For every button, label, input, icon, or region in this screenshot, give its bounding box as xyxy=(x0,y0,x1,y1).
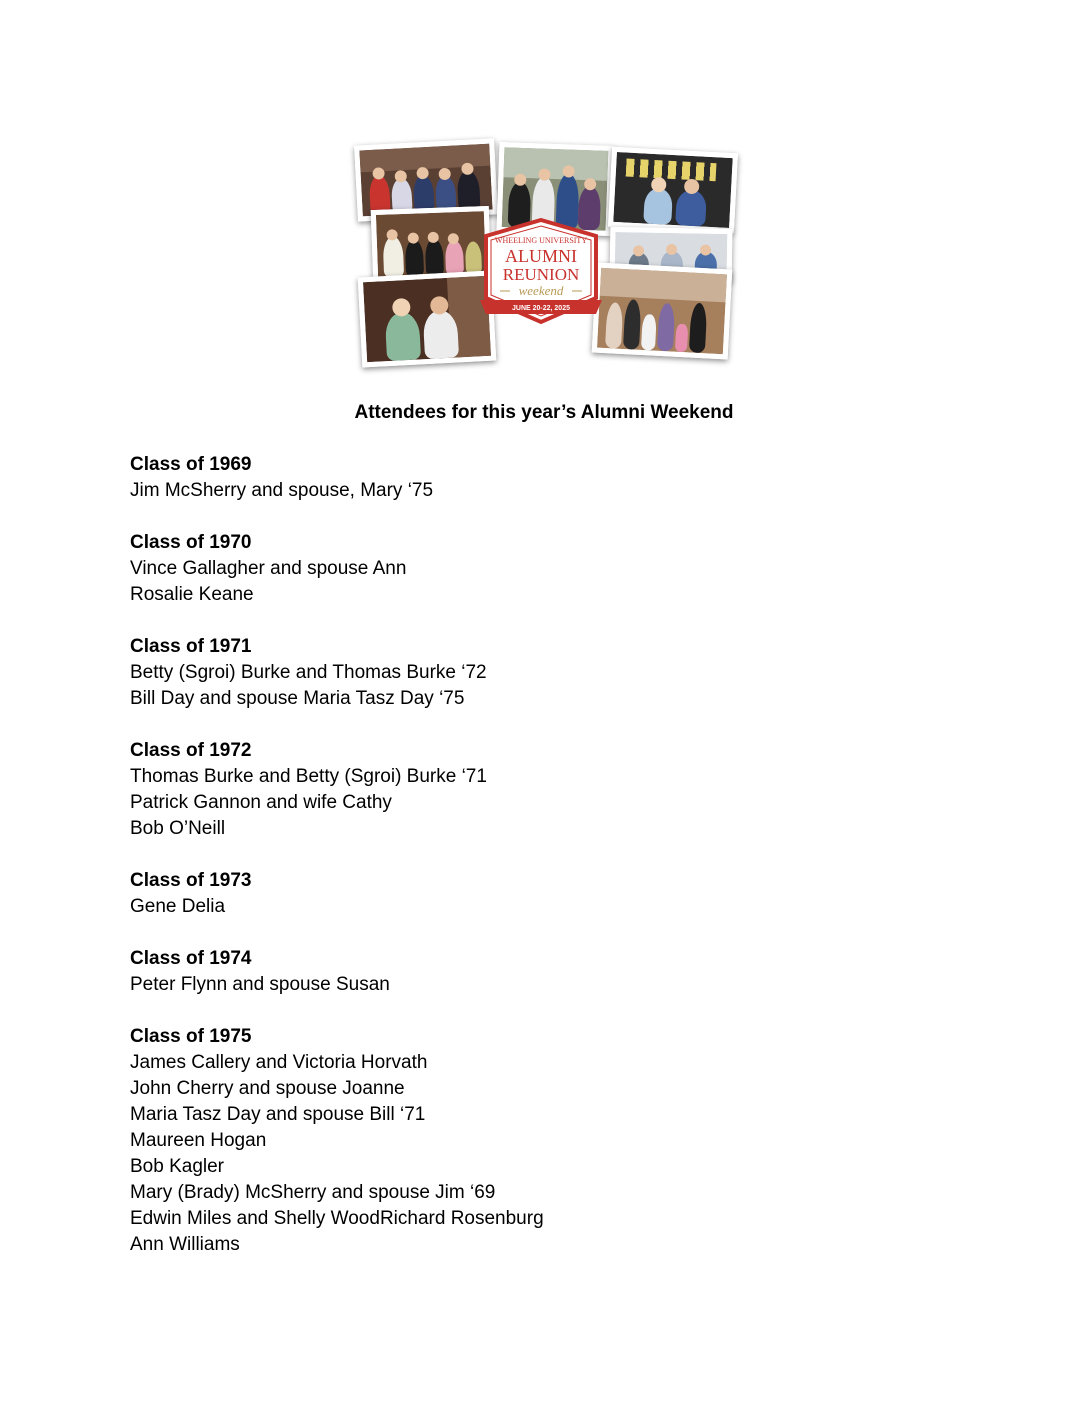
attendee-name: Patrick Gannon and wife Cathy xyxy=(130,792,392,813)
class-group xyxy=(130,634,930,712)
class-group xyxy=(130,946,930,998)
attendee-name: Bob O’Neill xyxy=(130,818,226,839)
attendee-name: Vince Gallagher and spouse Ann xyxy=(130,558,407,579)
attendee-name: Peter Flynn and spouse Susan xyxy=(130,974,390,995)
alumni-reunion-logo xyxy=(476,218,606,340)
class-heading: Class of 1971 xyxy=(130,636,252,657)
reunion-photo-family-group xyxy=(592,263,733,360)
class-heading: Class of 1974 xyxy=(130,948,252,969)
logo-line-university: WHEELING UNIVERSITY xyxy=(494,236,588,245)
reunion-photo-two-women xyxy=(608,147,738,233)
attendee-name: Bill Day and spouse Maria Tasz Day ‘75 xyxy=(130,688,465,709)
class-group xyxy=(130,452,930,504)
attendee-name: Edwin Miles and Shelly WoodRichard Rosenburg xyxy=(130,1208,544,1229)
attendee-name: Betty (Sgroi) Burke and Thomas Burke ‘72 xyxy=(130,662,487,683)
attendee-name: Maria Tasz Day and spouse Bill ‘71 xyxy=(130,1104,426,1125)
class-group xyxy=(130,738,930,842)
attendee-name: Mary (Brady) McSherry and spouse Jim ‘69 xyxy=(130,1182,496,1203)
class-heading: Class of 1975 xyxy=(130,1026,252,1047)
attendee-name: Ann Williams xyxy=(130,1234,240,1255)
class-group xyxy=(130,868,930,920)
class-heading: Class of 1969 xyxy=(130,454,252,475)
logo-line-weekend: weekend xyxy=(518,283,564,298)
attendee-name: Thomas Burke and Betty (Sgroi) Burke ‘71 xyxy=(130,766,487,787)
class-heading: Class of 1973 xyxy=(130,870,252,891)
attendee-name: Maureen Hogan xyxy=(130,1130,267,1151)
class-group xyxy=(130,530,930,608)
logo-line-reunion: REUNION xyxy=(502,265,580,284)
attendee-name: Bob Kagler xyxy=(130,1156,225,1177)
attendee-name: Jim McSherry and spouse, Mary ‘75 xyxy=(130,480,434,501)
logo-line-dates: JUNE 20-22, 2025 xyxy=(512,305,570,312)
attendee-name: James Callery and Victoria Horvath xyxy=(130,1052,428,1073)
class-group xyxy=(130,1024,930,1258)
attendee-name: John Cherry and spouse Joanne xyxy=(130,1078,405,1099)
page-title: Attendees for this year’s Alumni Weekend xyxy=(354,402,734,423)
class-heading: Class of 1970 xyxy=(130,532,252,553)
attendee-name: Gene Delia xyxy=(130,896,226,917)
attendee-list xyxy=(130,452,930,1284)
class-heading: Class of 1972 xyxy=(130,740,252,761)
header-photo-collage xyxy=(352,136,736,368)
logo-line-alumni: ALUMNI xyxy=(505,246,577,266)
attendee-name: Rosalie Keane xyxy=(130,584,254,605)
